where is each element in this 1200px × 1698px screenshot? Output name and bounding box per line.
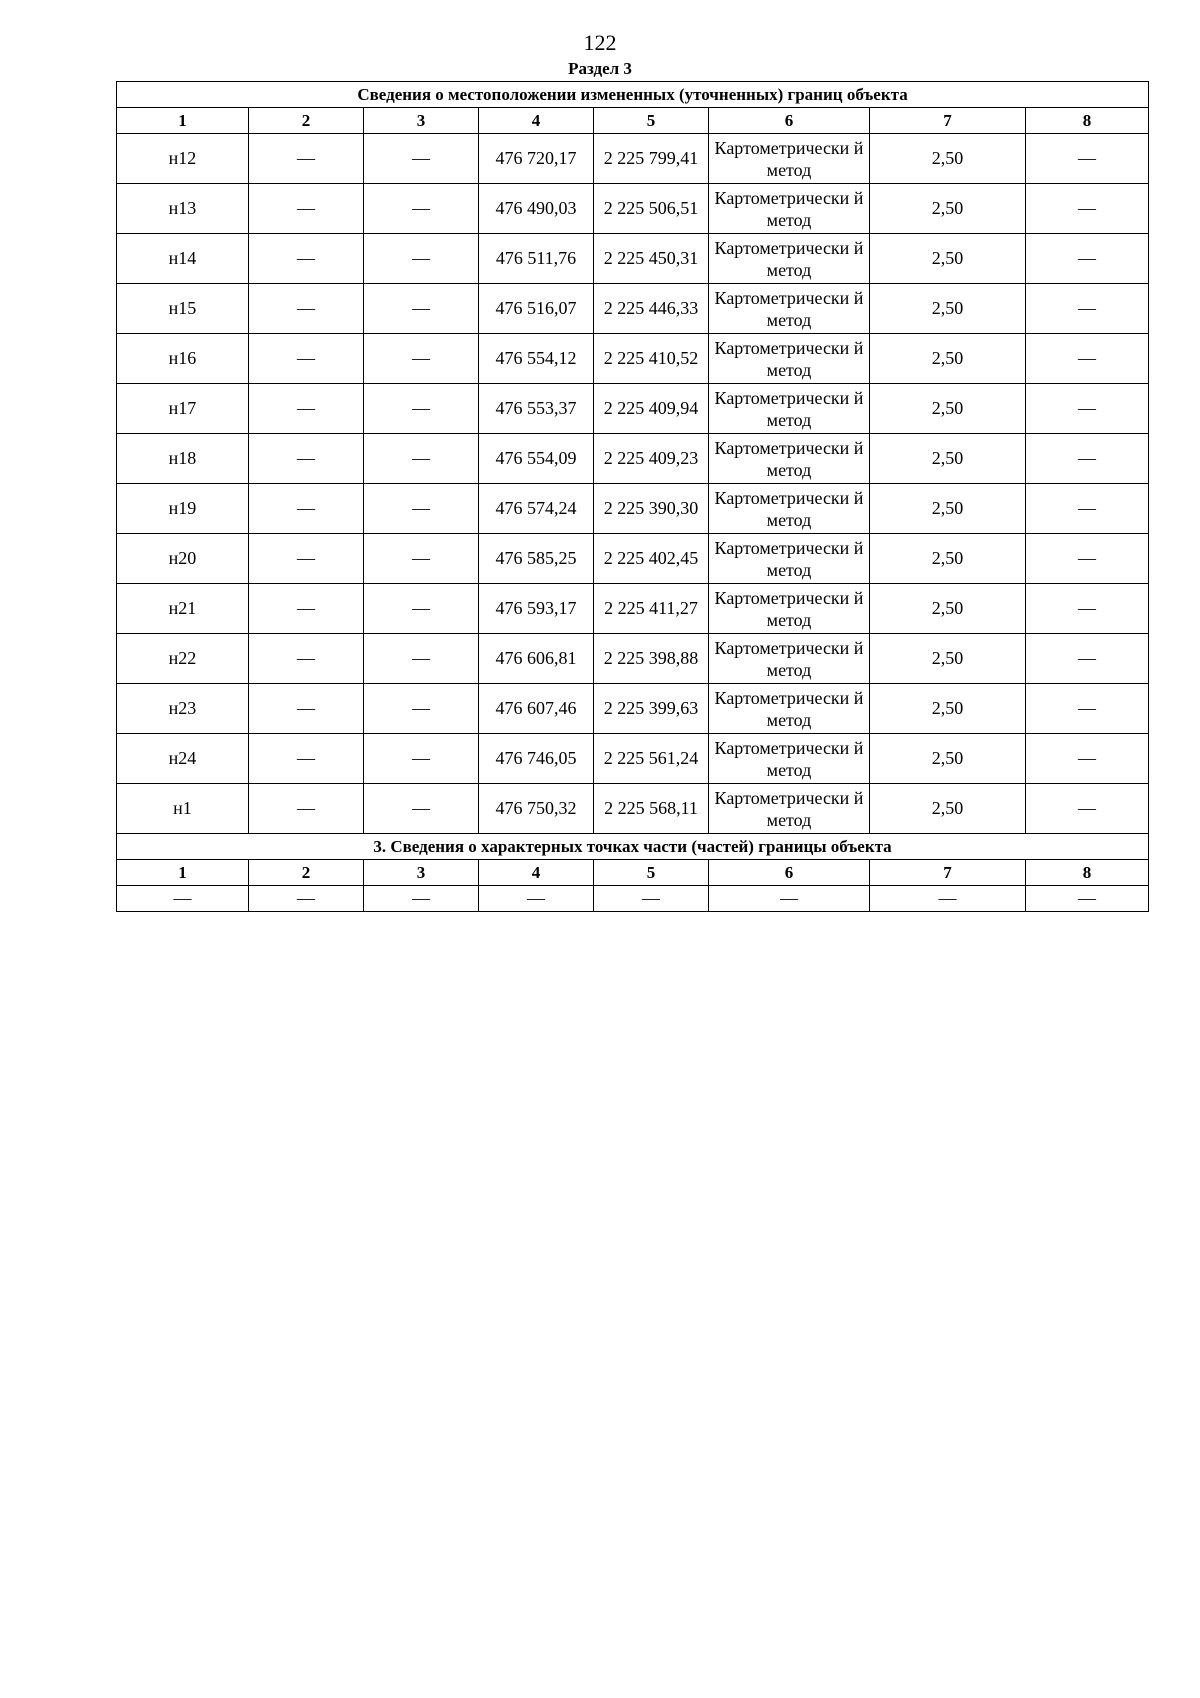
table-cell: — — [249, 184, 364, 234]
table-cell: — — [117, 886, 249, 912]
table-cell: Картометрически й метод — [709, 684, 870, 734]
table-cell: — — [364, 484, 479, 534]
table-cell: Картометрически й метод — [709, 734, 870, 784]
table-cell: 476 490,03 — [479, 184, 594, 234]
table-cell: — — [249, 634, 364, 684]
column-number-6: 6 — [709, 860, 870, 886]
page-number: 122 — [583, 30, 617, 55]
table-cell: н18 — [117, 434, 249, 484]
table-cell: — — [249, 784, 364, 834]
table-row — [117, 434, 1149, 484]
table-cell: — — [249, 134, 364, 184]
table-cell: 2,50 — [870, 334, 1026, 384]
table-row — [117, 684, 1149, 734]
table-cell: 476 585,25 — [479, 534, 594, 584]
table-cell: н16 — [117, 334, 249, 384]
table-cell: — — [1026, 534, 1149, 584]
table-row — [117, 134, 1149, 184]
table-cell: — — [249, 434, 364, 484]
table-cell: 2,50 — [870, 634, 1026, 684]
table-cell: 2 225 390,30 — [594, 484, 709, 534]
table-cell: 476 574,24 — [479, 484, 594, 534]
table-cell: — — [364, 184, 479, 234]
table-cell: — — [364, 784, 479, 834]
table-cell: — — [1026, 584, 1149, 634]
table-cell: — — [364, 134, 479, 184]
table-cell: — — [1026, 684, 1149, 734]
table-cell: — — [1026, 634, 1149, 684]
table-cell: 2 225 446,33 — [594, 284, 709, 334]
table-cell: н19 — [117, 484, 249, 534]
table-cell: 2,50 — [870, 184, 1026, 234]
column-number-4: 4 — [479, 108, 594, 134]
table-row — [117, 634, 1149, 684]
table-cell: Картометрически й метод — [709, 434, 870, 484]
table-cell: 2,50 — [870, 234, 1026, 284]
table-cell: — — [709, 886, 870, 912]
table-cell: н20 — [117, 534, 249, 584]
column-number-1: 1 — [117, 860, 249, 886]
table-cell: — — [249, 734, 364, 784]
table-row — [117, 484, 1149, 534]
table-cell: — — [249, 484, 364, 534]
table-row — [117, 784, 1149, 834]
table-cell: — — [1026, 284, 1149, 334]
table-cell: 476 553,37 — [479, 384, 594, 434]
column-number-3: 3 — [364, 860, 479, 886]
table-cell: — — [1026, 784, 1149, 834]
table-cell: 2 225 402,45 — [594, 534, 709, 584]
table-cell: — — [364, 886, 479, 912]
table-cell: — — [364, 234, 479, 284]
table-row — [117, 284, 1149, 334]
table-cell: 2 225 506,51 — [594, 184, 709, 234]
table-cell: 2,50 — [870, 734, 1026, 784]
table-cell: — — [1026, 384, 1149, 434]
table-cell: 2,50 — [870, 384, 1026, 434]
column-number-4: 4 — [479, 860, 594, 886]
column-number-2: 2 — [249, 108, 364, 134]
table-cell: 2,50 — [870, 484, 1026, 534]
table-cell: 476 607,46 — [479, 684, 594, 734]
table-cell: 2,50 — [870, 584, 1026, 634]
table-cell: — — [1026, 234, 1149, 284]
table2-title-row — [117, 834, 1149, 860]
table-row — [117, 334, 1149, 384]
table-cell: Картометрически й метод — [709, 234, 870, 284]
table-cell: — — [364, 434, 479, 484]
table-cell: — — [249, 384, 364, 434]
table-cell: 476 593,17 — [479, 584, 594, 634]
table-cell: — — [364, 284, 479, 334]
table-cell: н14 — [117, 234, 249, 284]
table-cell: 2 225 561,24 — [594, 734, 709, 784]
table-cell: 2 225 568,11 — [594, 784, 709, 834]
column-number-2: 2 — [249, 860, 364, 886]
table-cell: — — [1026, 334, 1149, 384]
table-row — [117, 886, 1149, 912]
table-cell: 476 554,09 — [479, 434, 594, 484]
table-cell: Картометрически й метод — [709, 334, 870, 384]
section-title: Раздел 3 — [568, 59, 632, 78]
table1-column-numbers — [117, 108, 1149, 134]
table-cell: Картометрически й метод — [709, 584, 870, 634]
column-number-8: 8 — [1026, 860, 1149, 886]
table2-column-numbers — [117, 860, 1149, 886]
table-cell: 2 225 410,52 — [594, 334, 709, 384]
table-cell: 476 554,12 — [479, 334, 594, 384]
table-row — [117, 234, 1149, 284]
table-row — [117, 734, 1149, 784]
table-cell: — — [1026, 184, 1149, 234]
column-number-8: 8 — [1026, 108, 1149, 134]
table-cell: — — [1026, 734, 1149, 784]
column-number-5: 5 — [594, 108, 709, 134]
table-cell: 476 511,76 — [479, 234, 594, 284]
table-cell: — — [1026, 434, 1149, 484]
table-cell: н23 — [117, 684, 249, 734]
table-cell: 2,50 — [870, 434, 1026, 484]
table-cell: 476 746,05 — [479, 734, 594, 784]
table-cell: н15 — [117, 284, 249, 334]
table-cell: — — [479, 886, 594, 912]
table-cell: — — [249, 684, 364, 734]
table-cell: Картометрически й метод — [709, 784, 870, 834]
table-cell: н22 — [117, 634, 249, 684]
table-cell: 2 225 409,23 — [594, 434, 709, 484]
table-cell: 2 225 409,94 — [594, 384, 709, 434]
table-cell: — — [249, 534, 364, 584]
table-cell: — — [594, 886, 709, 912]
table-cell: — — [364, 534, 479, 584]
table2-title: 3. Сведения о характерных точках части (частей) границы объекта — [117, 834, 1149, 860]
table-cell: — — [249, 886, 364, 912]
table-cell: — — [249, 234, 364, 284]
table-row — [117, 384, 1149, 434]
table-cell: — — [1026, 134, 1149, 184]
column-number-7: 7 — [870, 860, 1026, 886]
table-cell: 476 750,32 — [479, 784, 594, 834]
table-cell: 2,50 — [870, 284, 1026, 334]
table-cell: 476 606,81 — [479, 634, 594, 684]
coordinates-table — [116, 81, 1149, 912]
table-cell: 2,50 — [870, 134, 1026, 184]
table-cell: — — [364, 584, 479, 634]
table-cell: — — [249, 284, 364, 334]
table-row — [117, 534, 1149, 584]
table-cell: — — [1026, 886, 1149, 912]
table1-title: Сведения о местоположении измененных (уточненных) границ объекта — [117, 82, 1149, 108]
table-cell: 476 516,07 — [479, 284, 594, 334]
table-cell: — — [364, 684, 479, 734]
column-number-6: 6 — [709, 108, 870, 134]
table-cell: Картометрически й метод — [709, 184, 870, 234]
table-cell: — — [249, 584, 364, 634]
column-number-7: 7 — [870, 108, 1026, 134]
table-cell: н17 — [117, 384, 249, 434]
table-cell: Картометрически й метод — [709, 484, 870, 534]
table-cell: — — [364, 734, 479, 784]
table-cell: 2 225 411,27 — [594, 584, 709, 634]
table-cell: 2 225 799,41 — [594, 134, 709, 184]
table-cell: н13 — [117, 184, 249, 234]
table-cell: — — [364, 384, 479, 434]
table-cell: — — [870, 886, 1026, 912]
table-cell: Картометрически й метод — [709, 284, 870, 334]
table1-title-row — [117, 82, 1149, 108]
table-row — [117, 184, 1149, 234]
table-cell: — — [364, 634, 479, 684]
table-cell: — — [249, 334, 364, 384]
table-cell: н24 — [117, 734, 249, 784]
table-cell: Картометрически й метод — [709, 534, 870, 584]
table-cell: Картометрически й метод — [709, 134, 870, 184]
table-cell: 2 225 398,88 — [594, 634, 709, 684]
table-cell: н12 — [117, 134, 249, 184]
table-cell: 2 225 450,31 — [594, 234, 709, 284]
table-cell: н1 — [117, 784, 249, 834]
column-number-3: 3 — [364, 108, 479, 134]
table-row — [117, 584, 1149, 634]
table-cell: 2,50 — [870, 534, 1026, 584]
table-cell: н21 — [117, 584, 249, 634]
table-cell: Картометрически й метод — [709, 384, 870, 434]
table-cell: 2,50 — [870, 784, 1026, 834]
column-number-1: 1 — [117, 108, 249, 134]
table-cell: 2,50 — [870, 684, 1026, 734]
table-cell: 2 225 399,63 — [594, 684, 709, 734]
table-cell: — — [1026, 484, 1149, 534]
table-cell: Картометрически й метод — [709, 634, 870, 684]
table-cell: — — [364, 334, 479, 384]
column-number-5: 5 — [594, 860, 709, 886]
table-cell: 476 720,17 — [479, 134, 594, 184]
